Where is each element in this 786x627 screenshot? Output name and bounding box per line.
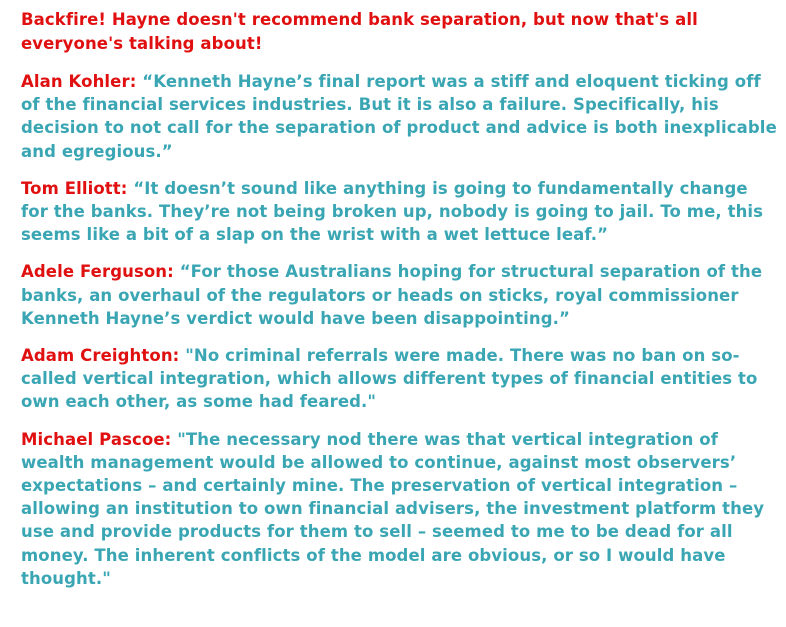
quote-line: money. The inherent conflicts of the model are obvious, or so I would have — [21, 545, 726, 565]
quote-line: for the banks. They’re not being broken up, nobody is going to jail. To me, this — [21, 202, 764, 222]
headline — [21, 8, 781, 55]
quote-line: “It doesn’t sound like anything is going to fundamentally change — [133, 178, 748, 198]
quote-line: called vertical integration, which allows different types of financial entities to — [21, 369, 758, 389]
quote-line: use and provide products for them to sell – seemed to me to be dead for all — [21, 522, 733, 542]
article-body — [21, 8, 781, 604]
quote-block-elliott — [21, 177, 781, 247]
quote-block-creighton — [21, 344, 781, 414]
quote-line: own each other, as some had feared." — [21, 392, 377, 412]
quote-line: allowing an institution to own financial advisers, the investment platform they — [21, 499, 765, 519]
headline-line-1: Backfire! Hayne doesn't recommend bank separation, but now that's all — [21, 10, 698, 29]
quote-block-ferguson — [21, 260, 781, 330]
speaker-name: Michael Pascoe: — [21, 429, 172, 449]
quote-line: decision to not call for the separation of product and advice is both inexplicable — [21, 118, 777, 138]
quote-line: expectations – and certainly mine. The preservation of vertical integration – — [21, 476, 738, 496]
quote-block-kohler — [21, 70, 781, 163]
quote-line: seems like a bit of a slap on the wrist with a wet lettuce leaf.” — [21, 225, 609, 245]
quote-line: “Kenneth Hayne’s final report was a stiff and eloquent ticking off — [142, 72, 761, 91]
quote-line: banks, an overhaul of the regulators or heads on sticks, royal commissioner — [21, 285, 739, 305]
speaker-name: Adele Ferguson: — [21, 262, 174, 282]
quote-line: Kenneth Hayne’s verdict would have been disappointing.” — [21, 308, 570, 328]
quote-line: "The necessary nod there was that vertical integration of — [177, 429, 719, 449]
headline-line-2: everyone's talking about! — [21, 33, 263, 53]
speaker-name: Adam Creighton: — [21, 346, 180, 366]
quote-line: and egregious.” — [21, 141, 173, 161]
speaker-name: Tom Elliott: — [21, 178, 128, 198]
quote-line: “For those Australians hoping for structural separation of the — [179, 262, 763, 282]
quote-block-pascoe — [21, 428, 781, 590]
quote-line: "No criminal referrals were made. There was no ban on so- — [185, 346, 740, 366]
quote-line: thought." — [21, 568, 111, 588]
quote-line: of the financial services industries. But it is also a failure. Specifically, his — [21, 95, 719, 115]
speaker-name: Alan Kohler: — [21, 72, 137, 91]
quote-line: wealth management would be allowed to continue, against most observers’ — [21, 452, 737, 472]
